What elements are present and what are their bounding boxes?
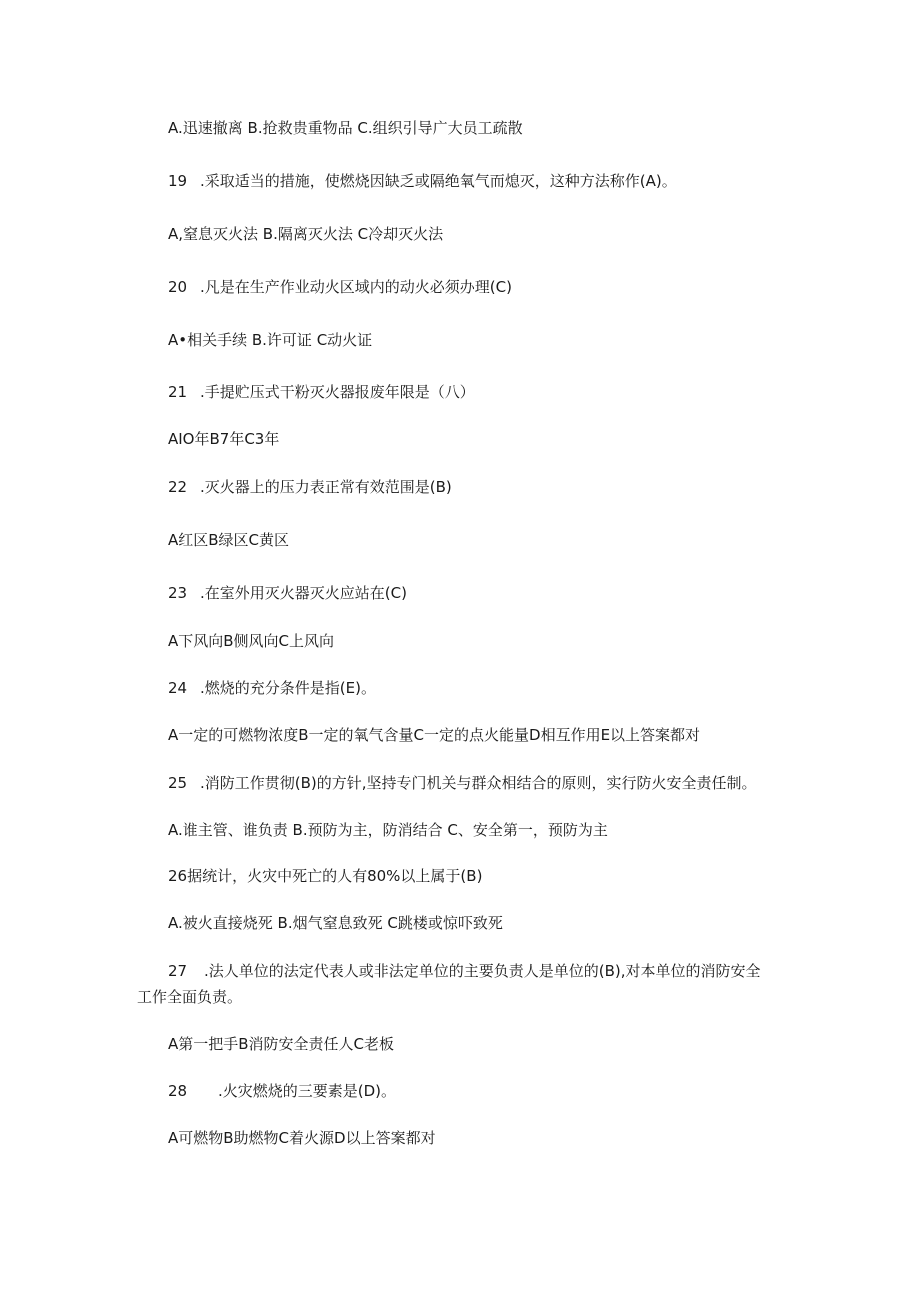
question-text: .消防工作贯彻(B)的方针,坚持专门机关与群众相结合的原则，实行防火安全责任制。 [200,774,757,792]
question-text: .手提贮压式干粉灭火器报废年限是（八） [200,383,475,401]
question-number: 28 [168,1082,188,1100]
question-23 [168,583,407,603]
question-number: 27 [168,962,188,980]
question-number: 24 [168,679,188,697]
question-number: 21 [168,383,188,401]
question-22 [168,477,452,497]
question-number: 23 [168,584,188,602]
question-24 [168,678,376,698]
answer-options-22: A红区B绿区C黄区 [168,531,290,549]
question-number: 22 [168,478,188,496]
question-20 [168,277,512,297]
answer-options-27: A第一把手B消防安全责任人C老板 [168,1035,395,1053]
question-text: .法人单位的法定代表人或非法定单位的主要负责人是单位的(B),对本单位的消防安全 [204,962,761,980]
question-28 [168,1081,396,1101]
question-26: 26据统计，火灾中死亡的人有80%以上属于(B) [168,867,483,885]
question-19 [168,171,677,191]
answer-options-28: A可燃物B助燃物C着火源D以上答案都对 [168,1129,436,1147]
question-number: 20 [168,278,188,296]
answer-options-24: A一定的可燃物浓度B一定的氧气含量C一定的点火能量D相互作用E以上答案都对 [168,726,701,744]
answer-options-23: A下风向B侧风向C上风向 [168,632,335,650]
question-27 [168,961,761,981]
answer-options-26: A.被火直接烧死 B.烟气窒息致死 C跳楼或惊吓致死 [168,914,503,932]
question-27-continuation: 工作全面负责。 [137,988,243,1006]
question-number: 19 [168,172,188,190]
question-text: .凡是在生产作业动火区域内的动火必须办理(C) [200,278,512,296]
question-text: .采取适当的措施，使燃烧因缺乏或隔绝氧气而熄灭，这种方法称作(A)。 [200,172,677,190]
question-text: .在室外用灭火器灭火应站在(C) [200,584,407,602]
answer-options-21: AIO年B7年C3年 [168,430,280,448]
answer-options-19: A,窒息灭火法 B.隔离灭火法 C冷却灭火法 [168,225,444,243]
question-21 [168,382,475,402]
question-text: .灭火器上的压力表正常有效范围是(B) [200,478,452,496]
question-text: .燃烧的充分条件是指(E)。 [200,679,376,697]
question-text: .火灾燃烧的三要素是(D)。 [218,1082,397,1100]
question-25 [168,773,757,793]
answer-options-25: A.谁主管、谁负责 B.预防为主，防消结合 C、安全第一，预防为主 [168,821,608,839]
answer-options-18: A.迅速撤离 B.抢救贵重物品 C.组织引导广大员工疏散 [168,119,523,137]
question-number: 25 [168,774,188,792]
answer-options-20: A•相关手续 B.许可证 C动火证 [168,331,373,349]
